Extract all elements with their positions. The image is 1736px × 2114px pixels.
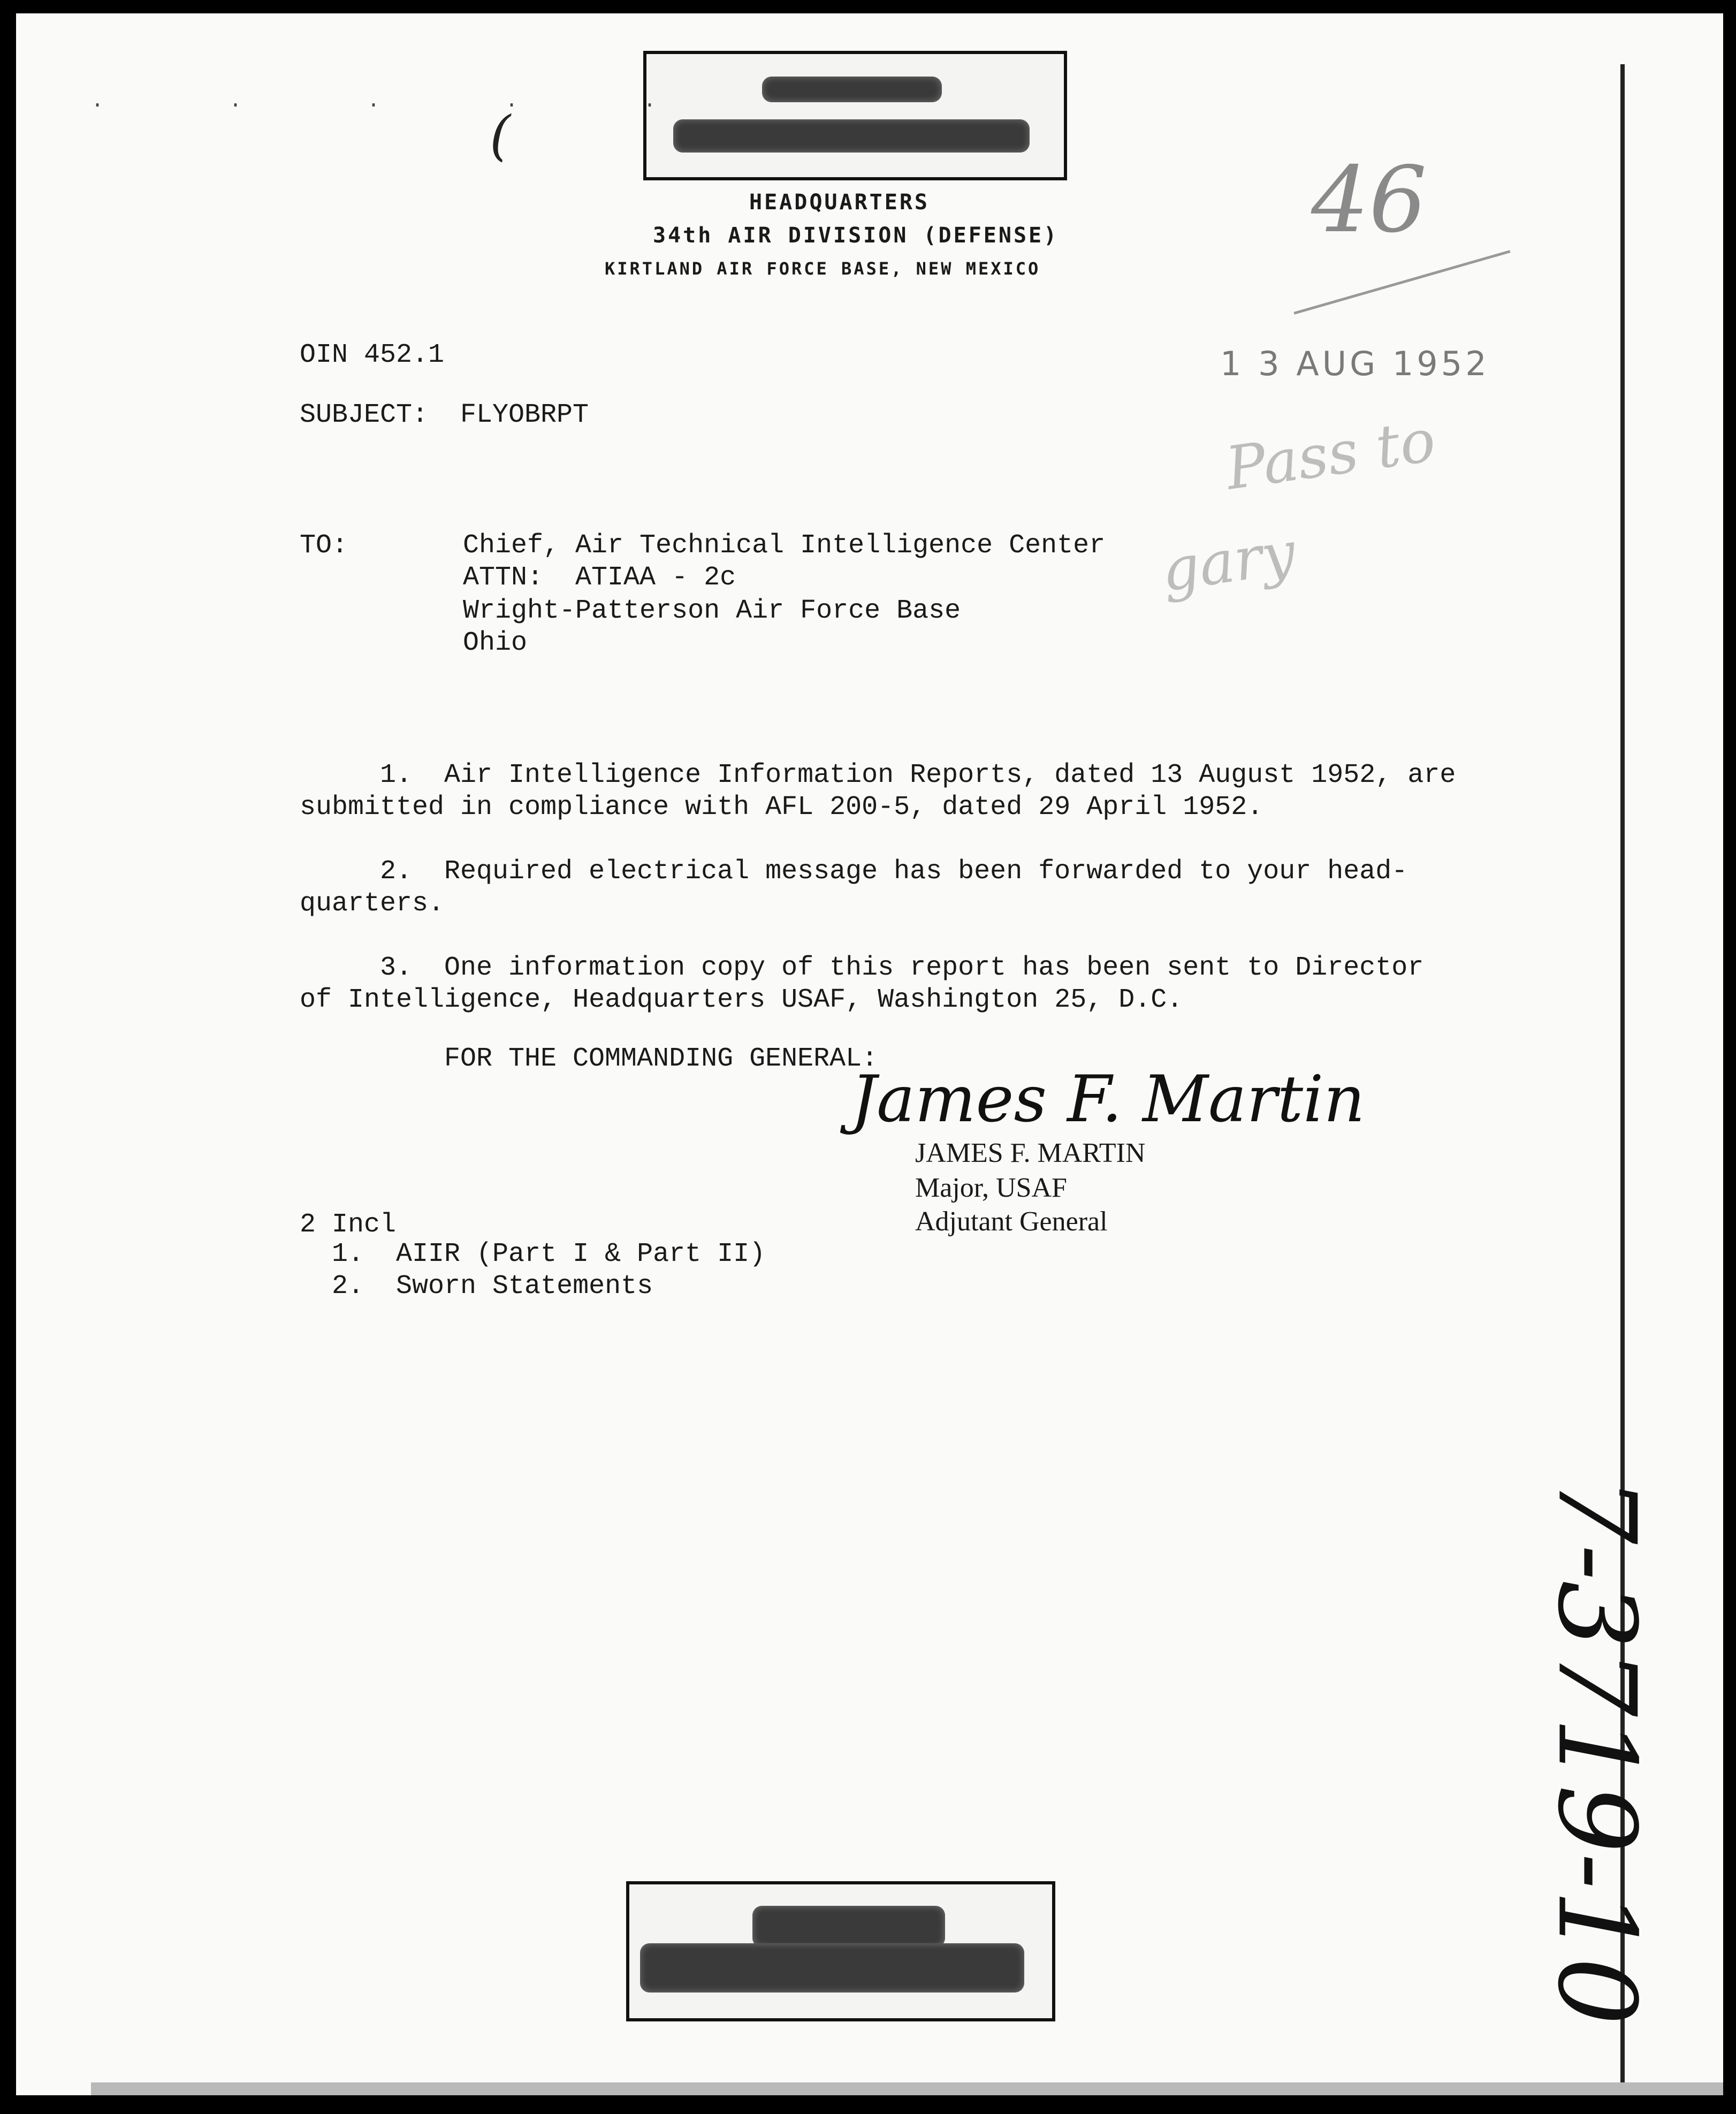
bottom-stamp-redaction-1 [752,1906,945,1948]
address-line: Chief, Air Technical Intelligence Center [463,530,1106,561]
enclosure-item: 1. AIIR (Part I & Part II) [332,1239,766,1269]
top-stamp-redaction-2 [673,119,1030,153]
date-stamp: 1 3 AUG 1952 [1220,344,1490,383]
stray-marks: · · · · · [91,94,690,118]
to-label: TO: [300,530,348,561]
paragraph-3-line-1: 3. One information copy of this report has been sent to Director [380,953,1424,983]
subject-value: FLYOBRPT [460,400,589,430]
signer-rank: Major, USAF [915,1173,1067,1203]
paragraph-1-line-1: 1. Air Intelligence Information Reports, dated 13 August 1952, are [380,760,1456,790]
enclosure-item: 2. Sworn Statements [332,1271,653,1302]
file-reference: OIN 452.1 [300,340,445,370]
top-stamp-redaction-1 [762,77,942,102]
address-line: ATTN: ATIAA - 2c [463,562,736,593]
address-line: Wright-Patterson Air Force Base [463,596,961,626]
paragraph-1-line-2: submitted in compliance with AFL 200-5, dated 29 April 1952. [300,792,1263,823]
handwritten-page-number: 46 [1311,147,1427,253]
signer-name: JAMES F. MARTIN [915,1138,1146,1168]
paragraph-2-line-1: 2. Required electrical message has been forwarded to your head- [380,856,1408,887]
handwritten-underline [1293,250,1510,315]
handwritten-note: gary [1157,518,1300,605]
stray-paren: ( [490,104,511,167]
document-page [16,13,1723,2095]
enclosure-count: 2 Incl [300,1210,397,1240]
letterhead-line-3: KIRTLAND AIR FORCE BASE, NEW MEXICO [605,258,1041,279]
signer-title: Adjutant General [915,1206,1108,1237]
bottom-scan-band [91,2082,1723,2095]
bottom-classification-stamp [626,1881,1055,2021]
handwritten-document-number: 7-3719-10 [1534,1476,1659,2026]
handwritten-note: Pass to [1222,406,1440,503]
handwritten-signature: James F. Martin [851,1062,1365,1137]
paragraph-2-line-2: quarters. [300,888,445,919]
letterhead-line-1: HEADQUARTERS [749,190,930,215]
paragraph-3-line-2: of Intelligence, Headquarters USAF, Washington 25, D.C. [300,985,1183,1015]
address-line: Ohio [463,628,528,658]
signature-block-heading: FOR THE COMMANDING GENERAL: [444,1044,878,1074]
bottom-stamp-redaction-2 [640,1943,1024,1993]
top-classification-stamp [643,51,1067,180]
letterhead-line-2: 34th AIR DIVISION (DEFENSE) [653,223,1059,248]
subject-label: SUBJECT: [300,400,429,430]
